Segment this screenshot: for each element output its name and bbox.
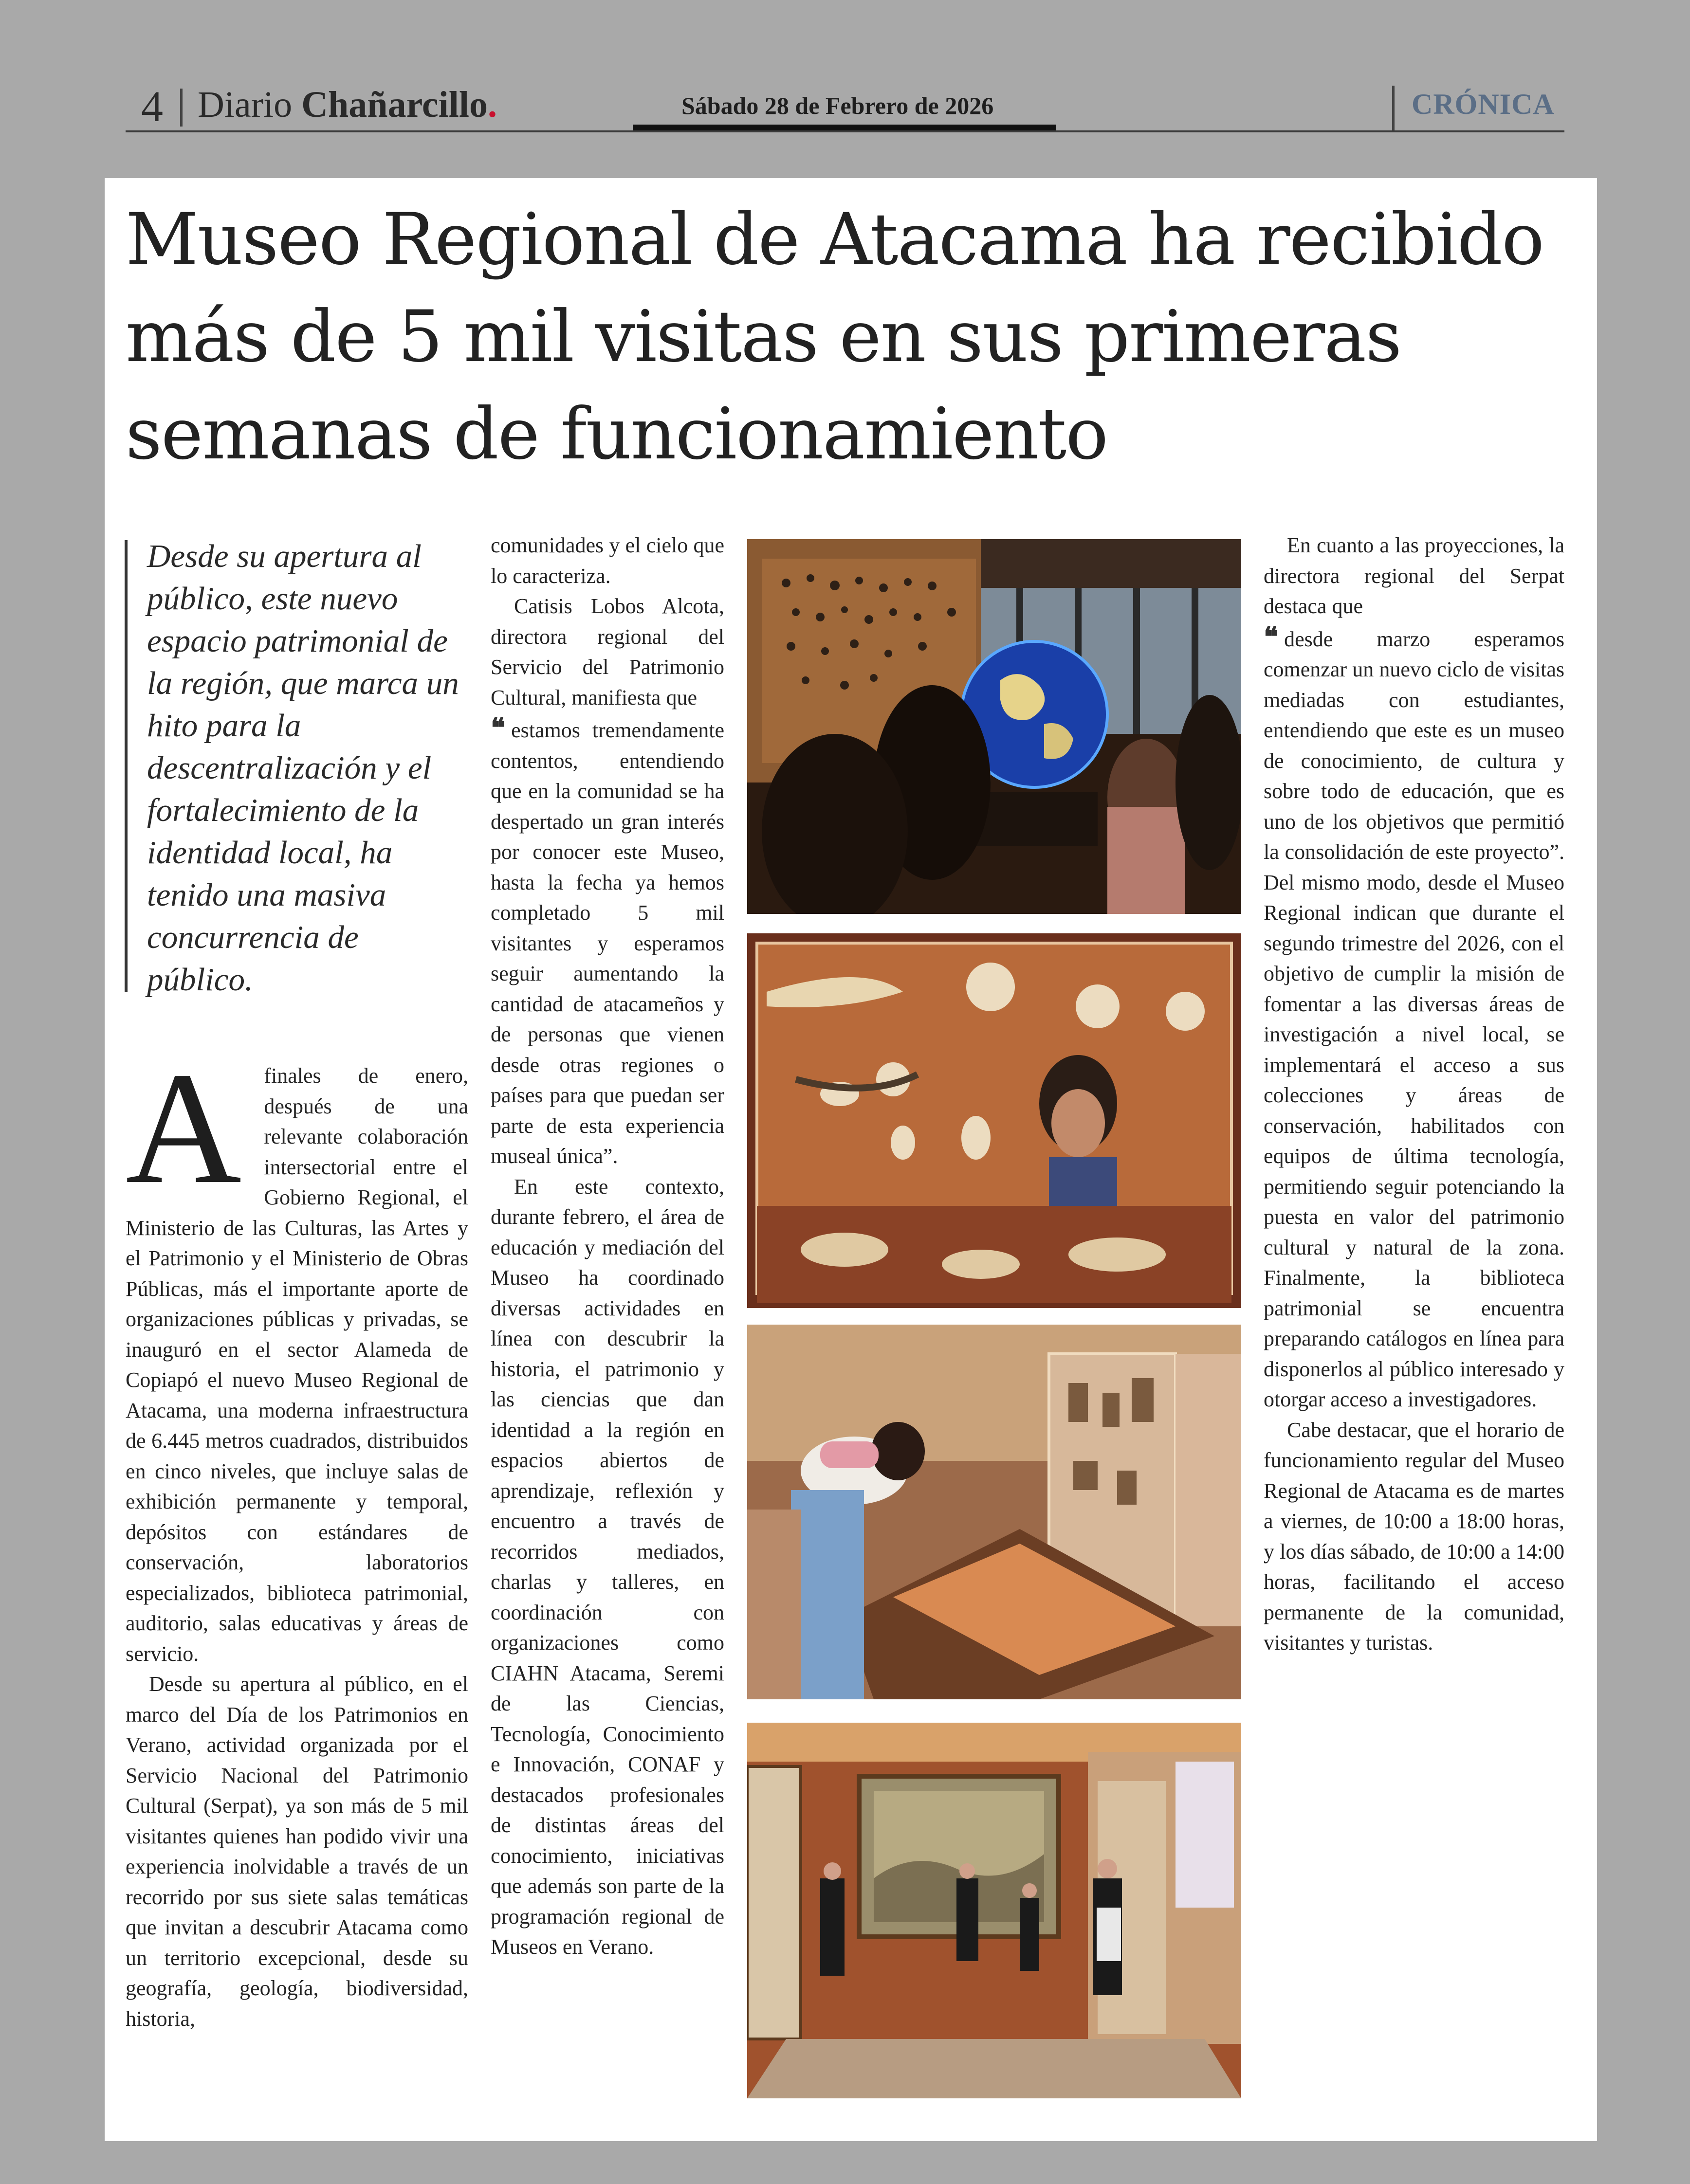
section-separator <box>1392 86 1395 130</box>
quote-mark-icon: ❝ <box>491 712 506 744</box>
quote-paragraph <box>491 713 724 1172</box>
quote-paragraph <box>1264 622 1564 1415</box>
header-separator <box>180 89 183 127</box>
photo-visitor-at-showcase <box>747 1325 1241 1699</box>
issue-date: Sábado 28 de Febrero de 2026 <box>681 92 994 119</box>
header-date-bar <box>633 125 1056 130</box>
newspaper-brand <box>198 84 497 126</box>
text-column-1 <box>126 1039 468 2034</box>
article-headline: Museo Regional de Atacama ha recibido más de 5 mil visitas en sus primeras semanas de funcionamiento <box>126 198 1543 475</box>
lead-rule <box>125 540 128 992</box>
paragraph: Desde su apertura al público, en el marco del Día de los Patrimonios en Verano, actividad organizada por el Servicio Nacional del Patrimonio Cultural (Serpat), ya son más de 5 mil visitantes quienes han podido vivir una experiencia inolvidable a través de un recorrido por sus siete salas temáticas que invitan a descubrir Atacama como un territorio excepcional, desde su geografía, geología, biodiversidad, historia, <box>126 1672 468 2031</box>
paragraph: En este contexto, durante febrero, el área de educación y mediación del Museo ha coordinado diversas actividades en línea con descubrir la historia, el patrimonio y las ciencias que dan identidad a la región en espacios abiertos de aprendizaje, reflexión y encuentro a través de recorridos mediados, charlas y talleres, en coordinación con organizaciones como CIAHN Atacama, Seremi de las Ciencias, Tecnología, Conocimiento e Innovación, CONAF y destacados profesionales de distintas áreas del conocimiento, iniciativas que además son parte de la programación regional de Museos en Verano. <box>491 1174 724 1959</box>
paragraph: Catisis Lobos Alcota, directora regional del Servicio del Patrimonio Cultural, manifiesta que <box>491 594 724 710</box>
article-lead: Desde su apertura al público, este nuevo espacio patrimonial de la región, que marca un hito para la descentralización y el fortalecimiento de la identidad local, ha tenido una masiva concurrencia de público. <box>147 538 459 998</box>
photo-globe-exhibit <box>747 539 1241 914</box>
brand-prefix: Diario <box>198 84 302 125</box>
paragraph: Cabe destacar, que el horario de funcionamiento regular del Museo Regional de Atacama es de martes a viernes, de 10:00 a 18:00 horas, y los días sábado, de 10:00 a 14:00 horas, facilitando el acceso permanente de la comunidad, visitantes y turistas. <box>1264 1418 1564 1655</box>
drop-cap: A <box>126 1039 242 1217</box>
paragraph: En cuanto a las proyecciones, la directora regional del Serpat destaca que <box>1264 533 1564 618</box>
quote-text: desde marzo esperamos comenzar un nuevo ciclo de visitas mediadas con estudiantes, entendiendo que este es un museo de conocimiento, de cultura y sobre todo de educación, que es uno de los objetivos que permitió la consolidación de este proyecto”. Del mismo modo, desde el Museo Regional indican que durante el segundo trimestre del 2026, con el objetivo de cumplir la misión de fomentar a las diversas áreas de investigación a nivel local, se implementará el acceso a sus colecciones y áreas de conservación, habilitados con equipos de última tecnología, permitiendo seguir potenciando la puesta en valor del patrimonio cultural y natural de la zona. Finalmente, la biblioteca patrimonial se encuentra preparando catálogos en línea para disponerlos al público interesado y otorgar acceso a investigadores. <box>1264 627 1564 1411</box>
photo-gallery-visitors <box>747 1723 1241 2098</box>
page-number: 4 <box>141 83 163 131</box>
quote-mark-icon: ❝ <box>1264 620 1279 653</box>
quote-text: estamos tremendamente contentos, entendiendo que en la comunidad se ha despertado un gran interés por conocer este Museo, hasta la fecha ya hemos completado 5 mil visitantes y esperamos seguir aumentando la cantidad de atacameños y de personas que vienen desde otras regiones o países para que puedan ser parte de esta experiencia museal única”. <box>491 718 724 1168</box>
text-column-2 <box>491 530 724 1963</box>
paragraph: comunidades y el cielo que lo caracteriza. <box>491 533 724 588</box>
text-column-4 <box>1264 530 1564 1658</box>
photo-fossil-display <box>747 933 1241 1308</box>
header-rule <box>126 130 1564 132</box>
brand-name: Chañarcillo <box>301 84 488 125</box>
paragraph: finales de enero, después de una relevante colaboración intersectorial entre el Gobierno Regional, el Ministerio de las Culturas, las Artes y el Patrimonio y el Ministerio de Obras Públicas, más el importante aporte de organizaciones públicas y privadas, se inauguró en el sector Alameda de Copiapó el nuevo Museo Regional de Atacama, una moderna infraestructura de 6.445 metros cuadrados, distribuidos en cinco niveles, que incluye salas de exhibición permanente y temporal, depósitos con estándares de conservación, laboratorios especializados, biblioteca patrimonial, auditorio, salas educativas y áreas de servicio. <box>126 1064 468 1666</box>
section-name: CRÓNICA <box>1412 88 1555 120</box>
brand-dot: . <box>488 84 497 125</box>
